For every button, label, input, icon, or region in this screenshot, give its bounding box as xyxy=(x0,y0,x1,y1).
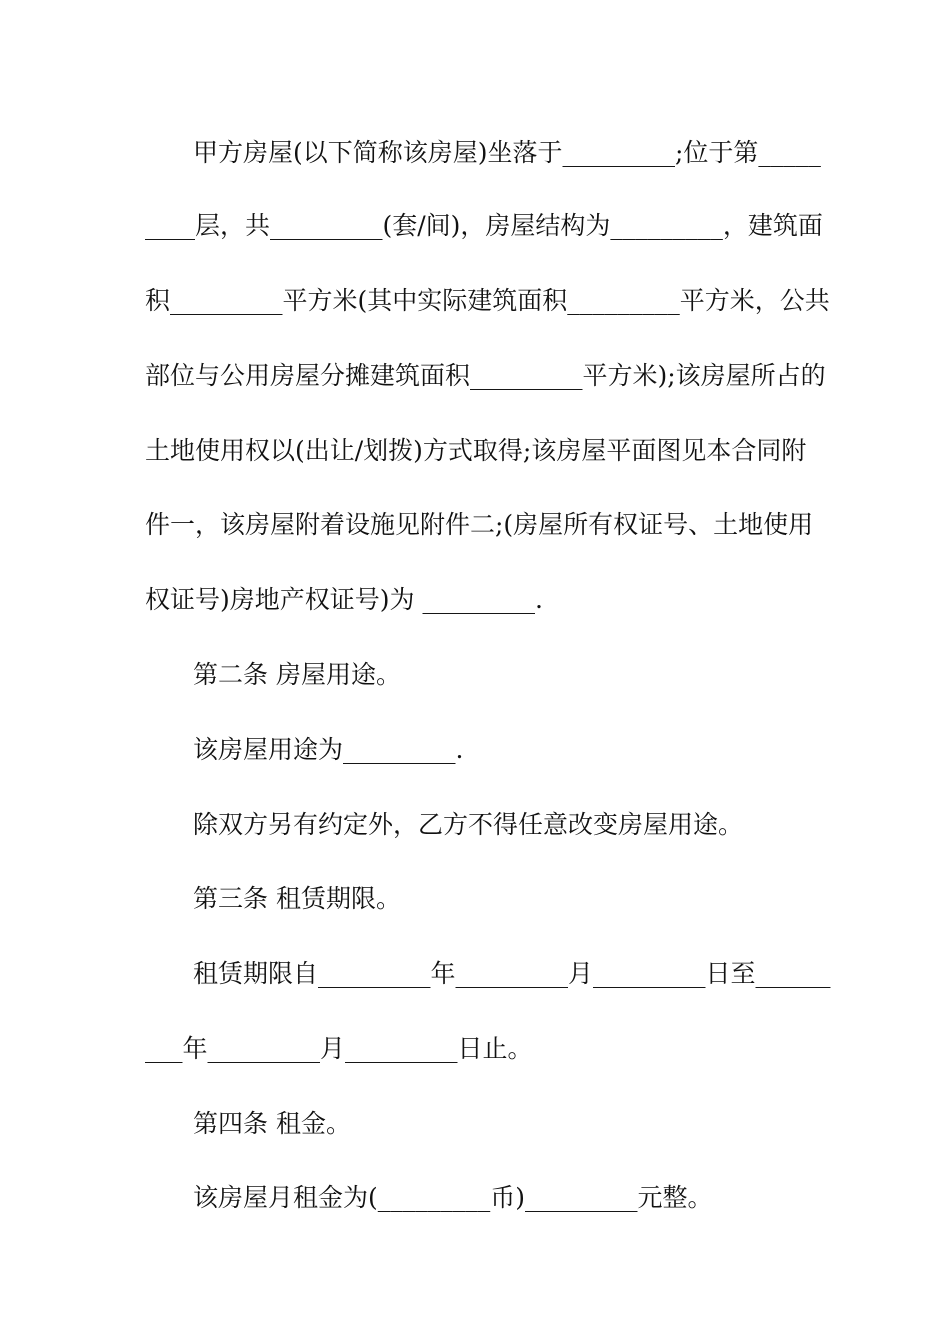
paragraph-line: 土地使用权以(出让/划拨)方式取得;该房屋平面图见本合同附 xyxy=(145,436,807,465)
paragraph-line: 部位与公用房屋分摊建筑面积_________平方米);该房屋所占的 xyxy=(145,361,826,390)
paragraph-line: 该房屋月租金为(_________币)_________元整。 xyxy=(193,1183,713,1212)
paragraph-line: 权证号)房地产权证号)为 _________. xyxy=(145,585,543,614)
paragraph-line: 该房屋用途为_________. xyxy=(193,735,464,764)
section-heading: 第二条 房屋用途。 xyxy=(193,660,401,689)
paragraph-line: 除双方另有约定外，乙方不得任意改变房屋用途。 xyxy=(193,810,744,839)
paragraph-line: 积_________平方米(其中实际建筑面积_________平方米，公共 xyxy=(145,286,830,315)
paragraph-line: 租赁期限自_________年_________月_________日至______ xyxy=(193,959,831,988)
paragraph-line: 甲方房屋(以下简称该房屋)坐落于_________;位于第_____ xyxy=(193,138,821,167)
paragraph-line: ____层，共_________(套/间)，房屋结构为_________，建筑面 xyxy=(145,211,823,240)
paragraph-line: ___年_________月_________日止。 xyxy=(145,1034,533,1063)
paragraph-line: 件一，该房屋附着设施见附件二;(房屋所有权证号、土地使用 xyxy=(145,510,814,539)
section-heading: 第三条 租赁期限。 xyxy=(193,884,401,913)
section-heading: 第四条 租金。 xyxy=(193,1109,351,1138)
